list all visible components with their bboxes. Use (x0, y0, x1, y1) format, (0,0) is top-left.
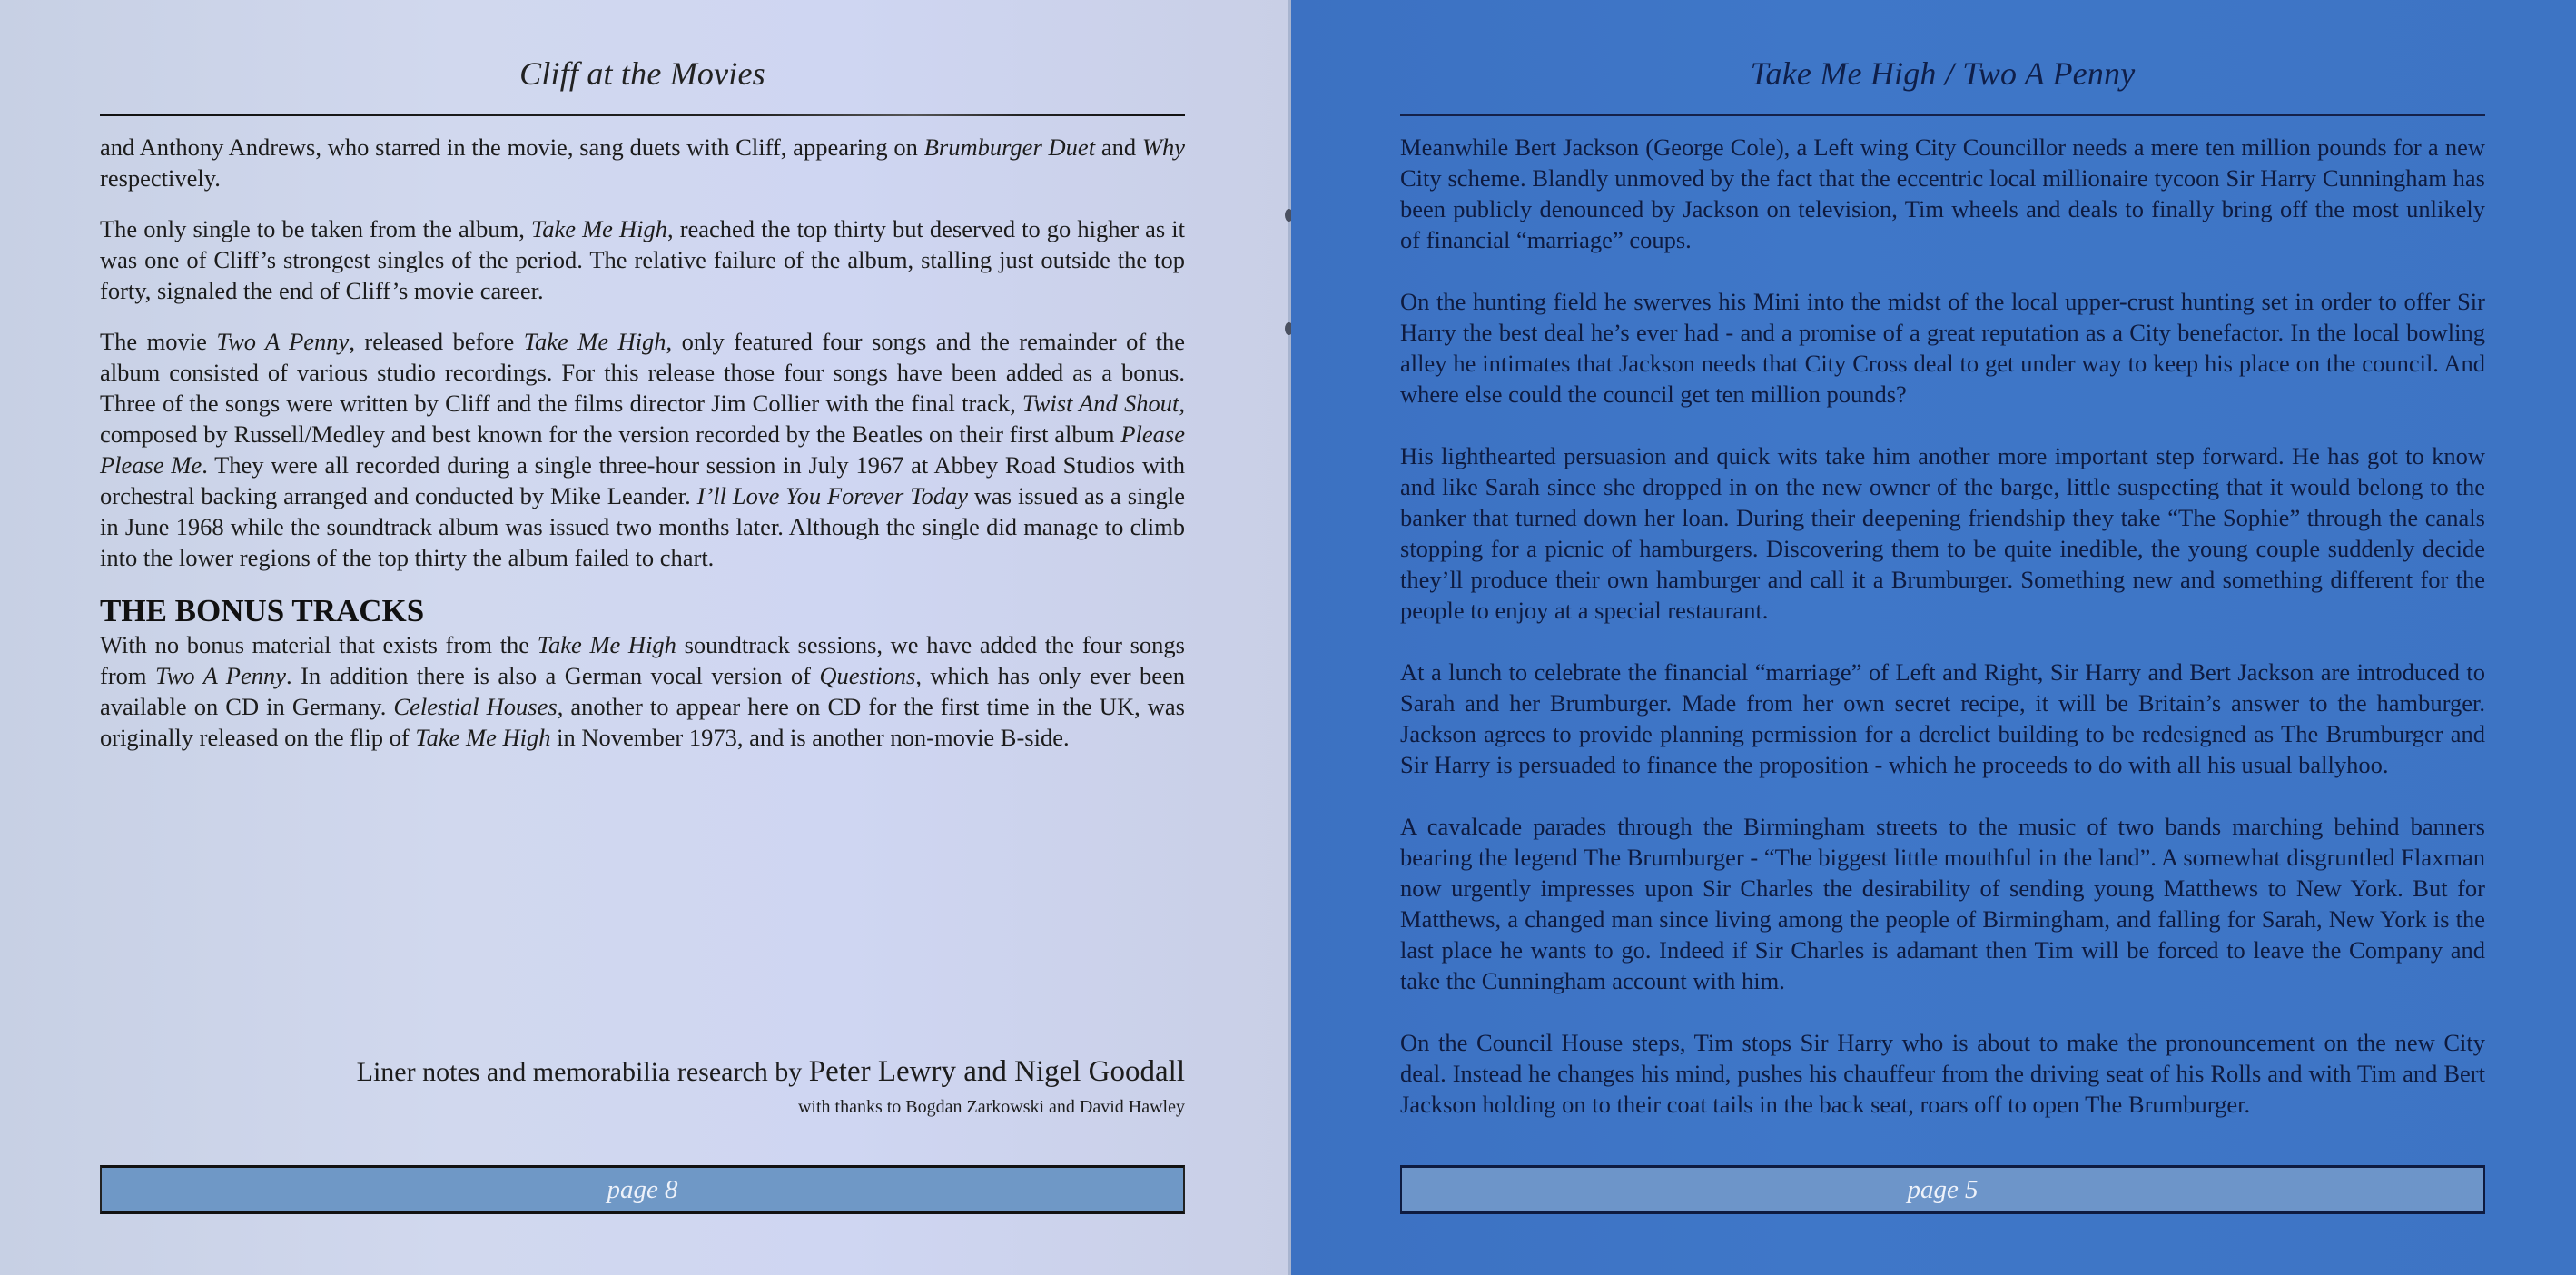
right-page (1291, 0, 2576, 1275)
right-paragraph: At a lunch to celebrate the financial “marriage” of Left and Right, Sir Harry and Bert Jackson are introduced to Sarah and her Brumburger. Made from her own secret recipe, it will be Britain’s answer to the hamburger. Jackson agrees to provide planning permission for a derelict building to be redesigned as The Brumburger and Sir Harry is persuaded to finance the proposition - which he proceeds to do with all his usual ballyhoo. (1400, 658, 2485, 778)
text-run: was issued as a single in June 1968 while the soundtrack album was issued two months later. Although the single did manage to climb into the lower regions of the top thirty the album failed to chart. (100, 482, 1185, 571)
italic-title: Take Me High (523, 328, 666, 355)
text-run: and Anthony Andrews, who starred in the movie, sang duets with Cliff, appearing on (100, 133, 924, 161)
italic-title: Questions (819, 662, 916, 689)
right-paragraph: On the Council House steps, Tim stops Sir Harry who is about to make the pronouncement on the new City deal. Instead he changes his mind, pushes his chauffeur from the driving seat of his Rolls and with Tim and Bert Jackson holding on to their coat tails in the back seat, roars off to open The Brumburger. (1400, 1029, 2485, 1118)
right-paragraph: His lighthearted persuasion and quick wits take him another more important step forward. He has got to know and like Sarah since she dropped in on the new owner of the barge, little suspecting that it would belong to the banker that turned down her loan. During their deepening friendship they take “The Sophie” through the canals stopping for a picnic of hamburgers. Discovering them to be quite inedible, the young couple suddenly decide they’ll produce their own hamburger and call it a Brumburger. Something new and something different for the people to enjoy at a special restaurant. (1400, 442, 2485, 624)
credits-lead: Liner notes and memorabilia research by (356, 1057, 809, 1087)
credits-block (100, 1053, 1185, 1122)
italic-title: Why (1141, 133, 1185, 161)
text-run: The movie (100, 328, 217, 355)
left-paragraph (100, 132, 1185, 193)
text-run: in November 1973, and is another non-movie B-side. (550, 724, 1070, 751)
left-page-number: page 8 (607, 1174, 678, 1204)
left-title-rule (100, 114, 1185, 116)
text-run: The only single to be taken from the album, (100, 215, 531, 242)
right-page-number-bar (1400, 1165, 2485, 1214)
left-page-title: Cliff at the Movies (519, 55, 765, 92)
credits-names: Peter Lewry and Nigel Goodall (808, 1055, 1185, 1088)
text-run: . They were all recorded during a single three-hour session in July 1967 at Abbey Road Studios with orchestral backing arranged and conducted by Mike Leander. (100, 451, 1185, 509)
right-page-number: page 5 (1907, 1174, 1979, 1204)
text-run: , which has only ever been available on CD in Germany. (100, 662, 1186, 720)
italic-title: Please Please Me (100, 420, 1185, 479)
right-title-rule (1400, 114, 2485, 116)
text-run: , another to appear here on CD for the first time in the UK, was originally released on the flip of (100, 693, 1185, 751)
left-paragraph (100, 213, 1185, 306)
right-page-title: Take Me High / Two A Penny (1750, 55, 2136, 92)
italic-title: Twist And Shout (1022, 390, 1179, 417)
text-run: soundtrack sessions, we have added the four songs from (100, 631, 1185, 689)
italic-title: I’ll Love You Forever Today (696, 482, 969, 509)
credits-thanks: with thanks to Bogdan Zarkowski and David Hawley (797, 1097, 1185, 1117)
right-paragraph: On the hunting field he swerves his Mini into the midst of the local upper-crust hunting set in order to offer Sir Harry the best deal he’s ever had - and a promise of a great reputation as a City benefactor. In the local bowling alley he intimates that Jackson needs that City Cross deal to get under way to keep his place on the council. And where else could the council get ten million pounds? (1400, 288, 2485, 408)
right-page-body (1400, 132, 2485, 1151)
text-run: . In addition there is also a German vocal version of (286, 662, 820, 689)
italic-title: Celestial Houses (393, 693, 558, 720)
left-page-body (100, 132, 1185, 773)
text-run: , composed by Russell/Medley and best known for the version recorded by the Beatles on their first album (100, 390, 1185, 448)
text-run: , only featured four songs and the remainder of the album consisted of various studio recordings. For this release those four songs have been added as a bonus. Three of the songs were written by Cliff and the films director Jim Collier with the final track, (100, 328, 1186, 417)
bonus-tracks-paragraph (100, 629, 1185, 753)
right-paragraph: A cavalcade parades through the Birmingham streets to the music of two bands marching behind banners bearing the legend The Brumburger - “The biggest little mouthful in the land”. A somewhat disgruntled Flaxman now urgently impresses upon Sir Charles the desirability of sending young Matthews to New York. But for Matthews, a changed man since living among the people of Birmingham, and falling for Sarah, New York is the last place he wants to go. Indeed if Sir Charles is adamant then Tim will be forced to leave the Company and take the Cunningham account with him. (1400, 813, 2485, 994)
italic-title: Take Me High (530, 215, 667, 242)
credits-line (100, 1053, 1185, 1091)
text-run: With no bonus material that exists from the (100, 631, 538, 658)
text-run: , reached the top thirty but deserved to go higher as it was one of Cliff’s strongest singles of the period. The relative failure of the album, stalling just outside the top forty, signaled the end of Cliff’s movie career. (100, 215, 1185, 304)
right-paragraph: Meanwhile Bert Jackson (George Cole), a Left wing City Councillor needs a mere ten million pounds for a new City scheme. Blandly unmoved by the fact that the eccentric local millionaire tycoon Sir Harry Cunningham has been publicly denounced by Jackson on television, Tim wheels and deals to finally bring off the most unlikely of financial “marriage” coups. (1400, 133, 2485, 253)
text-run: respectively. (100, 164, 221, 192)
italic-title: Brumburger Duet (923, 133, 1096, 161)
italic-title: Two A Penny (154, 662, 286, 689)
italic-title: Take Me High (415, 724, 551, 751)
left-paragraph (100, 326, 1185, 573)
italic-title: Take Me High (537, 631, 676, 658)
text-run: and (1095, 133, 1142, 161)
italic-title: Two A Penny (216, 328, 350, 355)
left-page-number-bar (100, 1165, 1185, 1214)
section-heading-bonus-tracks: THE BONUS TRACKS (100, 593, 425, 628)
text-run: , released before (349, 328, 524, 355)
